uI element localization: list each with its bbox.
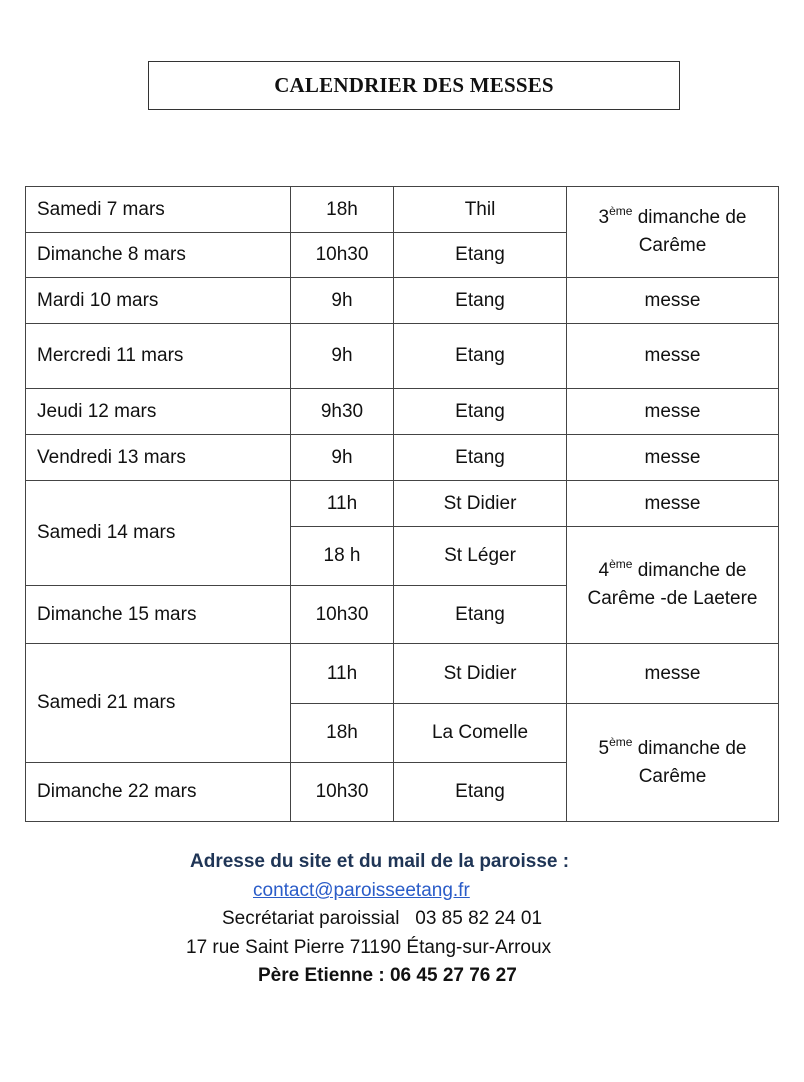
secretariat-phone: Secrétariat paroissial 03 85 82 24 01 (222, 908, 543, 929)
note-cell: messe (567, 644, 779, 704)
note-cell-careme-4 (567, 527, 779, 644)
place-cell: St Léger (394, 527, 567, 586)
mass-schedule-table (25, 186, 779, 822)
note-line1: dimanche de (632, 207, 747, 228)
day-cell: Dimanche 22 mars (26, 763, 291, 822)
table-row (26, 389, 779, 435)
note-cell: messe (567, 324, 779, 389)
priest-phone: Père Etienne : 06 45 27 76 27 (258, 965, 517, 986)
table-row (26, 187, 779, 233)
time-cell: 9h (291, 278, 394, 324)
place-cell: Etang (394, 389, 567, 435)
note-line2: Carême (638, 235, 707, 256)
note-superscript: ème (609, 557, 633, 571)
day-cell: Jeudi 12 mars (26, 389, 291, 435)
table-row (26, 278, 779, 324)
note-line1: dimanche de (632, 560, 747, 581)
day-cell: Mardi 10 mars (26, 278, 291, 324)
day-cell: Dimanche 15 mars (26, 586, 291, 644)
time-cell: 9h (291, 435, 394, 481)
note-cell-careme-3 (567, 187, 779, 278)
time-cell: 18h (291, 187, 394, 233)
day-cell: Samedi 7 mars (26, 187, 291, 233)
table-row (26, 481, 779, 527)
note-line2: Carême (638, 765, 707, 787)
place-cell: St Didier (394, 481, 567, 527)
place-cell: Etang (394, 324, 567, 389)
note-number: 3 (598, 207, 610, 228)
day-cell: Samedi 21 mars (26, 644, 291, 763)
day-cell: Dimanche 8 mars (26, 233, 291, 278)
note-number: 5 (598, 737, 610, 759)
note-superscript: ème (609, 204, 633, 218)
contact-heading: Adresse du site et du mail de la paroisse : (190, 851, 570, 872)
day-cell: Vendredi 13 mars (26, 435, 291, 481)
note-cell: messe (567, 481, 779, 527)
email-link[interactable]: contact@paroisseetang.fr (253, 880, 470, 901)
place-cell: La Comelle (394, 704, 567, 763)
place-cell: Etang (394, 278, 567, 324)
time-cell: 10h30 (291, 763, 394, 822)
table-row (26, 644, 779, 704)
place-cell: Etang (394, 586, 567, 644)
note-cell: messe (567, 435, 779, 481)
time-cell: 9h (291, 324, 394, 389)
note-superscript: ème (609, 734, 633, 749)
place-cell: Thil (394, 187, 567, 233)
time-cell: 11h (291, 481, 394, 527)
time-cell: 9h30 (291, 389, 394, 435)
time-cell: 10h30 (291, 586, 394, 644)
note-cell-careme-5 (567, 704, 779, 822)
time-cell: 10h30 (291, 233, 394, 278)
table-row (26, 324, 779, 389)
place-cell: St Didier (394, 644, 567, 704)
note-line1: dimanche de (632, 737, 747, 759)
note-number: 4 (598, 560, 610, 581)
page-title: CALENDRIER DES MESSES (148, 61, 680, 110)
day-cell: Mercredi 11 mars (26, 324, 291, 389)
table-row (26, 435, 779, 481)
day-cell: Samedi 14 mars (26, 481, 291, 586)
place-cell: Etang (394, 435, 567, 481)
time-cell: 11h (291, 644, 394, 704)
parish-address: 17 rue Saint Pierre 71190 Étang-sur-Arroux (186, 937, 552, 958)
note-cell: messe (567, 389, 779, 435)
place-cell: Etang (394, 233, 567, 278)
time-cell: 18h (291, 704, 394, 763)
note-line2: Carême -de Laetere (587, 588, 758, 609)
place-cell: Etang (394, 763, 567, 822)
note-cell: messe (567, 278, 779, 324)
time-cell: 18 h (291, 527, 394, 586)
